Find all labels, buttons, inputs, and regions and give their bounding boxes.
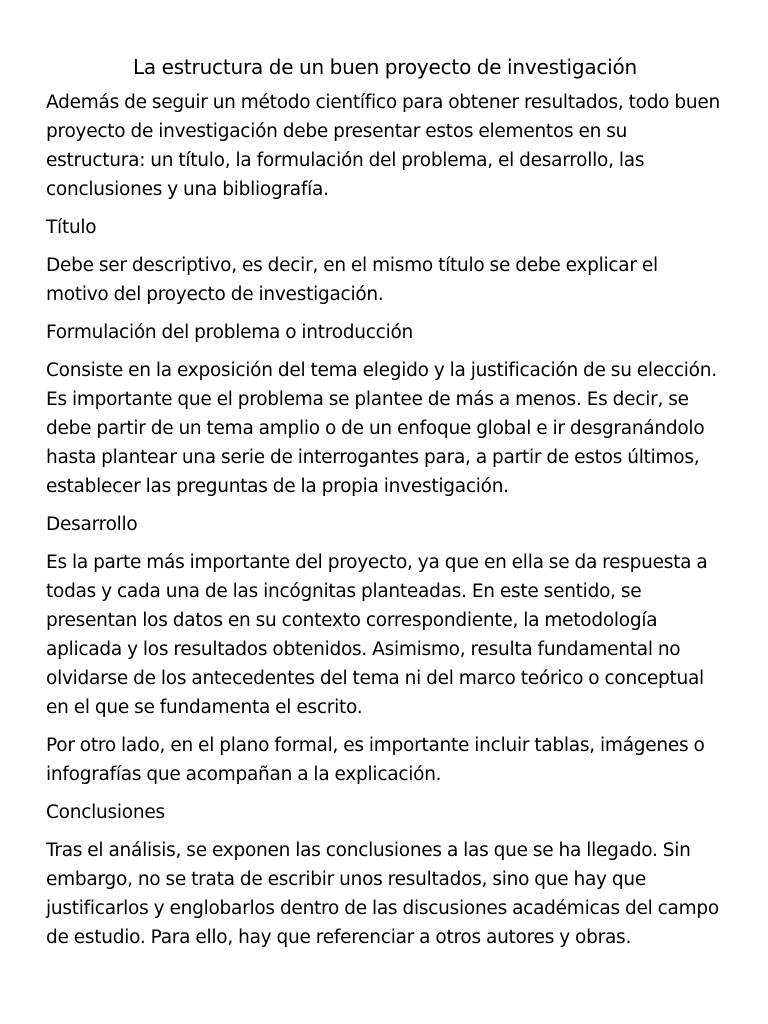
section-heading-conclusiones: Conclusiones [46, 802, 165, 823]
desarrollo-paragraph-2: Por otro lado, en el plano formal, es importante incluir tablas, imágenes o infografías que acompañan a la explicación. [46, 735, 705, 785]
section-heading-desarrollo: Desarrollo [46, 514, 138, 535]
conclusiones-paragraph: Tras el análisis, se exponen las conclusiones a las que se ha llegado. Sin embargo, no se trata de escribir unos resultados, sino que hay que justificarlos y englobarlos dentro de las discusiones académicas del campo de estudio. Para ello, hay que referenciar a otros autores y obras. [46, 840, 719, 948]
formulacion-paragraph: Consiste en la exposición del tema elegido y la justificación de su elección. Es importante que el problema se plantee de más a menos. Es decir, se debe partir de un tema amplio o de un enfoque global e ir desgranándolo hasta plantear una serie de interrogantes para, a partir de estos últimos, establecer las preguntas de la propia investigación. [46, 360, 717, 497]
titulo-paragraph: Debe ser descriptivo, es decir, en el mismo título se debe explicar el motivo del proyecto de investigación. [46, 255, 658, 305]
section-heading-titulo: Título [46, 217, 97, 238]
intro-paragraph: Además de seguir un método científico para obtener resultados, todo buen proyecto de investigación debe presentar estos elementos en su estructura: un título, la formulación del problema, el desarrollo, las conclusiones y una bibliografía. [46, 92, 720, 200]
desarrollo-paragraph-1: Es la parte más importante del proyecto, ya que en ella se da respuesta a todas y cada una de las incógnitas planteadas. En este sentido, se presentan los datos en su contexto correspondiente, la metodología aplicada y los resultados obtenidos. Asimismo, resulta fundamental no olvidarse de los antecedentes del tema ni del marco teórico o conceptual en el que se fundamenta el escrito. [46, 552, 708, 718]
section-heading-formulacion: Formulación del problema o introducción [46, 322, 414, 343]
document-title: La estructura de un buen proyecto de investigación [132, 55, 638, 79]
